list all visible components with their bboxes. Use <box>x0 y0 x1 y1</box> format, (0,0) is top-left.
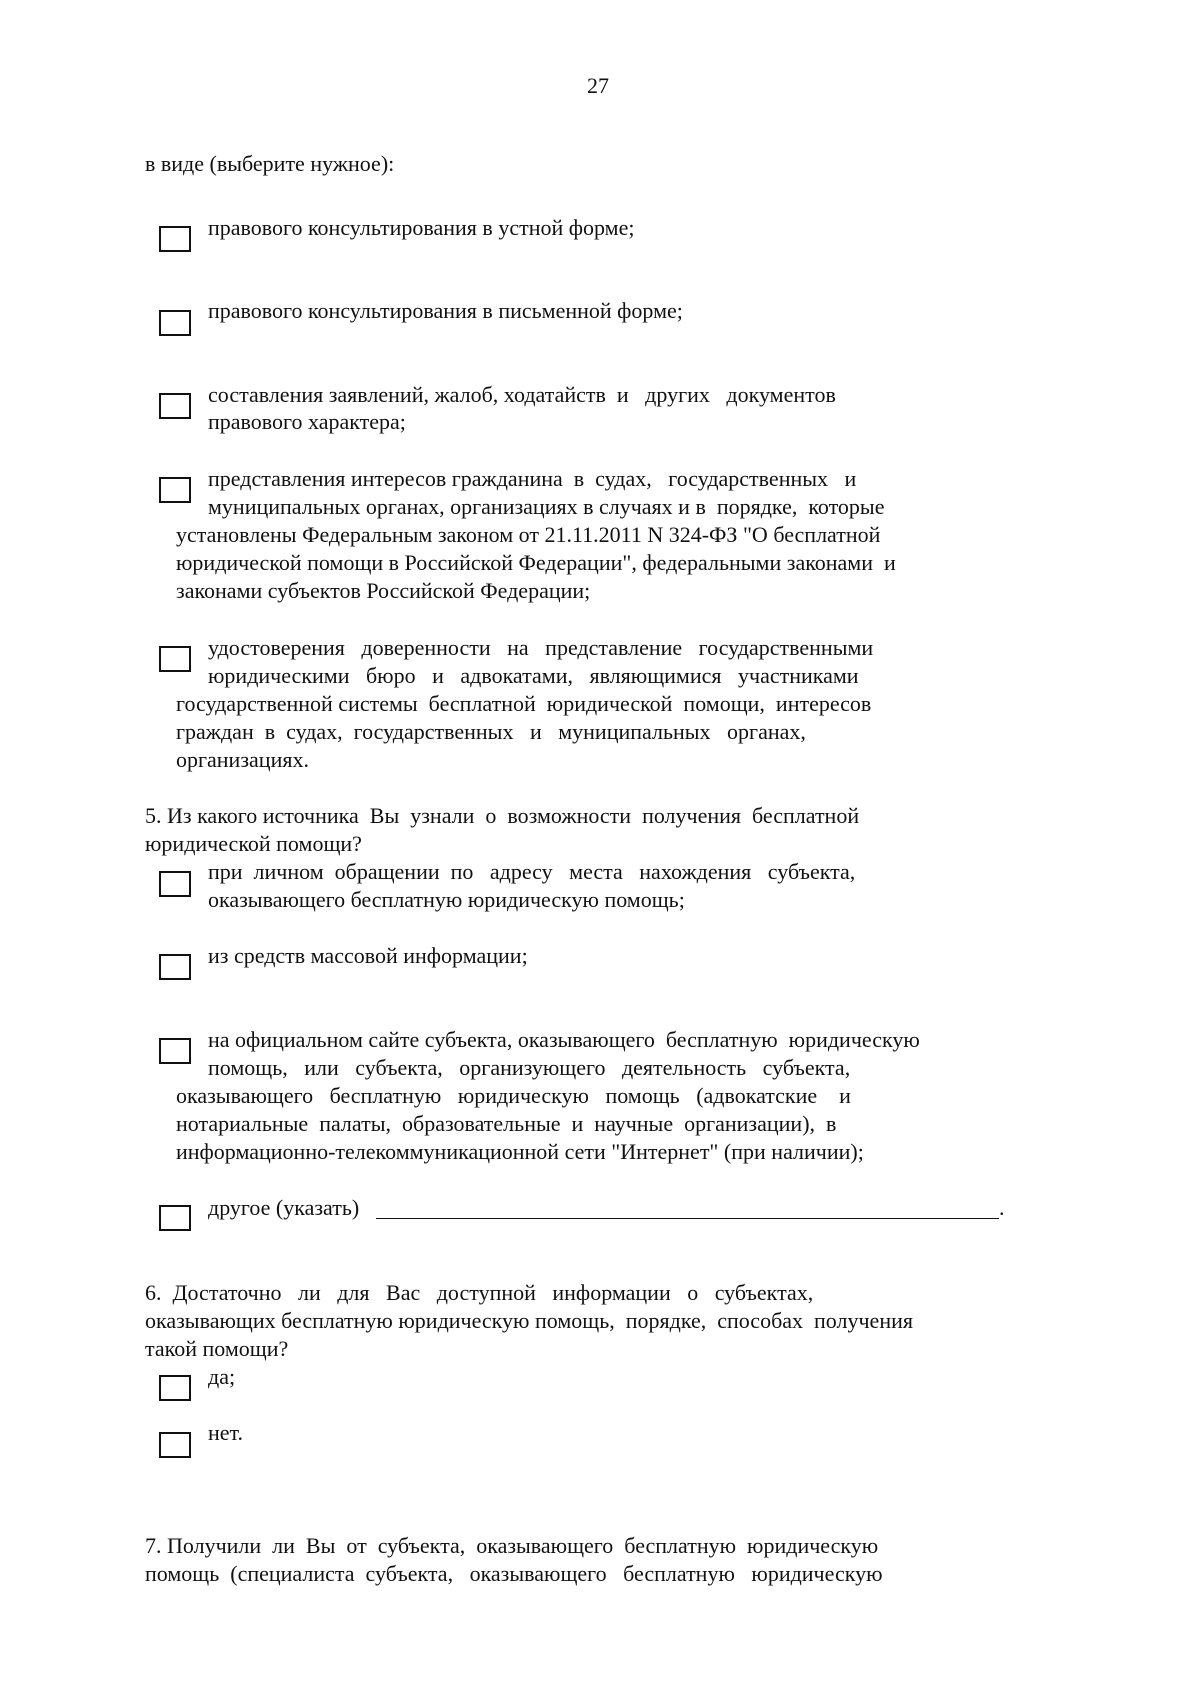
option-trailing: . <box>999 1195 1005 1220</box>
option-line: граждан в судах, государственных и муниципальных органах, <box>176 719 806 744</box>
checkbox-power-of-attorney[interactable] <box>159 646 191 672</box>
option-line: юридическими бюро и адвокатами, являющимися участниками <box>208 663 859 688</box>
checkbox-mass-media[interactable] <box>159 954 191 980</box>
option-line: составления заявлений, жалоб, ходатайств и других документов <box>208 382 836 407</box>
option-line: на официальном сайте субъекта, оказывающего бесплатную юридическую <box>208 1027 920 1052</box>
option-line: представления интересов гражданина в судах, государственных и <box>208 466 857 491</box>
option-line: информационно-телекоммуникационной сети "Интернет" (при наличии); <box>176 1139 864 1164</box>
option-line: нотариальные палаты, образовательные и научные организации), в <box>176 1111 837 1136</box>
intro-text: в виде (выберите нужное): <box>145 151 395 176</box>
option-line: другое (указать) <box>208 1195 360 1220</box>
question-line: 7. Получили ли Вы от субъекта, оказывающего бесплатную юридическую <box>145 1533 879 1558</box>
checkbox-written-consultation[interactable] <box>159 310 191 336</box>
option-line: нет. <box>208 1420 243 1445</box>
option-line: государственной системы бесплатной юридической помощи, интересов <box>176 691 872 716</box>
option-line: правового характера; <box>208 409 406 434</box>
checkbox-yes[interactable] <box>159 1375 191 1401</box>
option-line: муниципальных органах, организациях в случаях и в порядке, которые <box>208 494 885 519</box>
checkbox-oral-consultation[interactable] <box>159 226 191 252</box>
checkbox-documents[interactable] <box>159 393 191 419</box>
option-line: оказывающего бесплатную юридическую помощь (адвокатские и <box>176 1083 851 1108</box>
question-line: помощь (специалиста субъекта, оказывающего бесплатную юридическую <box>145 1561 883 1586</box>
question-line: юридической помощи? <box>145 831 362 856</box>
option-line: оказывающего бесплатную юридическую помощь; <box>208 887 685 912</box>
checkbox-representation[interactable] <box>159 477 191 503</box>
option-line: помощь, или субъекта, организующего деятельность субъекта, <box>208 1055 851 1080</box>
option-line: правового консультирования в письменной форме; <box>208 298 683 323</box>
option-line: удостоверения доверенности на представление государственными <box>208 635 874 660</box>
question-line: оказывающих бесплатную юридическую помощь, порядке, способах получения <box>145 1308 913 1333</box>
option-line: организациях. <box>176 747 309 772</box>
option-line: из средств массовой информации; <box>208 943 528 968</box>
checkbox-official-website[interactable] <box>159 1038 191 1064</box>
other-specify-input[interactable] <box>376 1218 999 1219</box>
checkbox-other[interactable] <box>159 1205 191 1231</box>
option-line: да; <box>208 1364 236 1389</box>
option-line: при личном обращении по адресу места нахождения субъекта, <box>208 859 856 884</box>
page-number: 27 <box>587 73 609 98</box>
question-line: такой помощи? <box>145 1336 289 1361</box>
option-line: правового консультирования в устной форме; <box>208 215 635 240</box>
option-line: юридической помощи в Российской Федерации", федеральными законами и <box>176 550 896 575</box>
checkbox-personal-visit[interactable] <box>159 871 191 897</box>
option-line: законами субъектов Российской Федерации; <box>176 578 591 603</box>
checkbox-no[interactable] <box>159 1432 191 1458</box>
question-line: 6. Достаточно ли для Вас доступной информации о субъектах, <box>145 1280 814 1305</box>
question-line: 5. Из какого источника Вы узнали о возможности получения бесплатной <box>145 803 860 828</box>
option-line: установлены Федеральным законом от 21.11.2011 N 324-ФЗ "О бесплатной <box>176 522 881 547</box>
